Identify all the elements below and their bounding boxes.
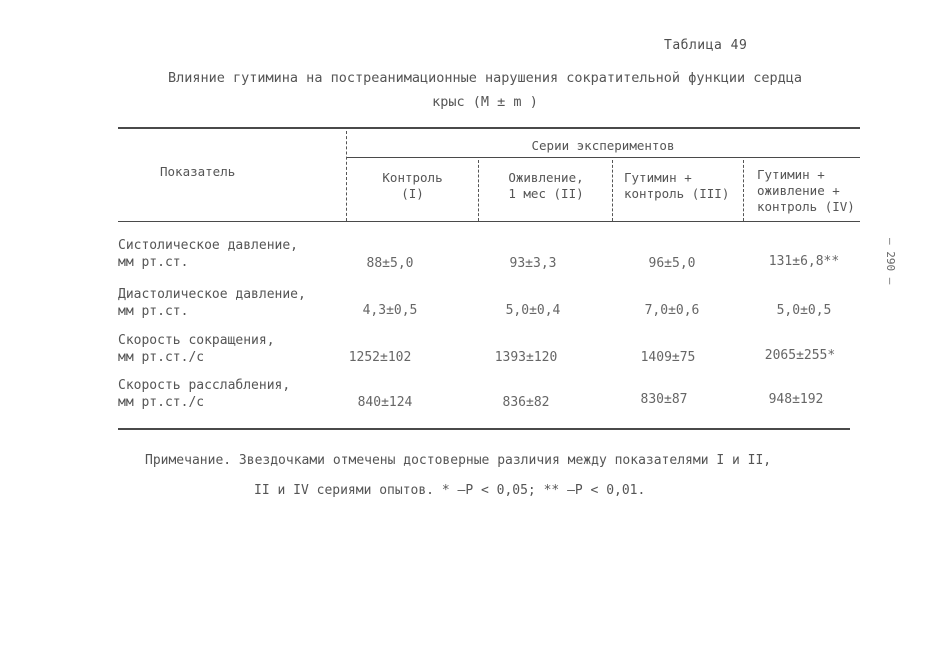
table-cell: 830±87 (640, 392, 688, 407)
table-title-line-2: крыс (M ± m ) (432, 94, 538, 110)
series-header-rule (346, 157, 860, 158)
column-divider-3 (743, 160, 744, 221)
table-number: Таблица 49 (664, 38, 748, 53)
table-row-label-3: Скорость сокращения, мм рт.ст./с (118, 333, 275, 365)
table-title (160, 66, 810, 114)
header-indicator: Показатель (160, 164, 236, 179)
table-cell: 7,0±0,6 (644, 303, 700, 318)
table-note-line-2: II и IV сериями опытов. * –P < 0,05; ** –P < 0,01. (254, 483, 646, 498)
table-row-label-2: Диастолическое давление, мм рт.ст. (118, 287, 306, 319)
header-bottom-rule (118, 221, 860, 222)
table-cell: 5,0±0,4 (505, 303, 561, 318)
column-divider-2 (612, 160, 613, 221)
table-cell: 131±6,8** (768, 254, 840, 269)
table-cell: 1409±75 (640, 350, 696, 365)
table-top-rule (118, 127, 860, 129)
table-title-line-1: Влияние гутимина на постреанимационные нарушения сократительной функции сердца (168, 70, 802, 86)
table-note-line-1: Примечание. Звездочками отмечены достоверные различия между показателями I и II, (145, 453, 772, 468)
table-cell: 5,0±0,5 (776, 303, 832, 318)
header-column-2: Оживление, 1 мес (II) (508, 170, 584, 201)
header-column-1: Контроль (I) (382, 170, 443, 201)
table-cell: 948±192 (768, 392, 824, 407)
header-series: Серии экспериментов (531, 138, 675, 153)
header-column-4: Гутимин + оживление + контроль (IV) (757, 167, 855, 214)
column-divider-1 (478, 160, 479, 221)
table-cell: 836±82 (502, 395, 550, 410)
table-cell: 2065±255* (764, 348, 836, 363)
table-bottom-rule (118, 428, 850, 430)
table-row-label-1: Систолическое давление, мм рт.ст. (118, 238, 299, 270)
table-row-label-4: Скорость расслабления, мм рт.ст./с (118, 378, 291, 410)
page-number: – 290 – (884, 238, 897, 285)
header-column-3: Гутимин + контроль (III) (624, 170, 730, 201)
table-cell: 88±5,0 (366, 256, 414, 271)
table-cell: 1393±120 (494, 350, 558, 365)
table-cell: 4,3±0,5 (362, 303, 418, 318)
table-cell: 1252±102 (348, 350, 412, 365)
table-cell: 96±5,0 (648, 256, 696, 271)
table-cell: 840±124 (357, 395, 413, 410)
table-cell: 93±3,3 (509, 256, 557, 271)
